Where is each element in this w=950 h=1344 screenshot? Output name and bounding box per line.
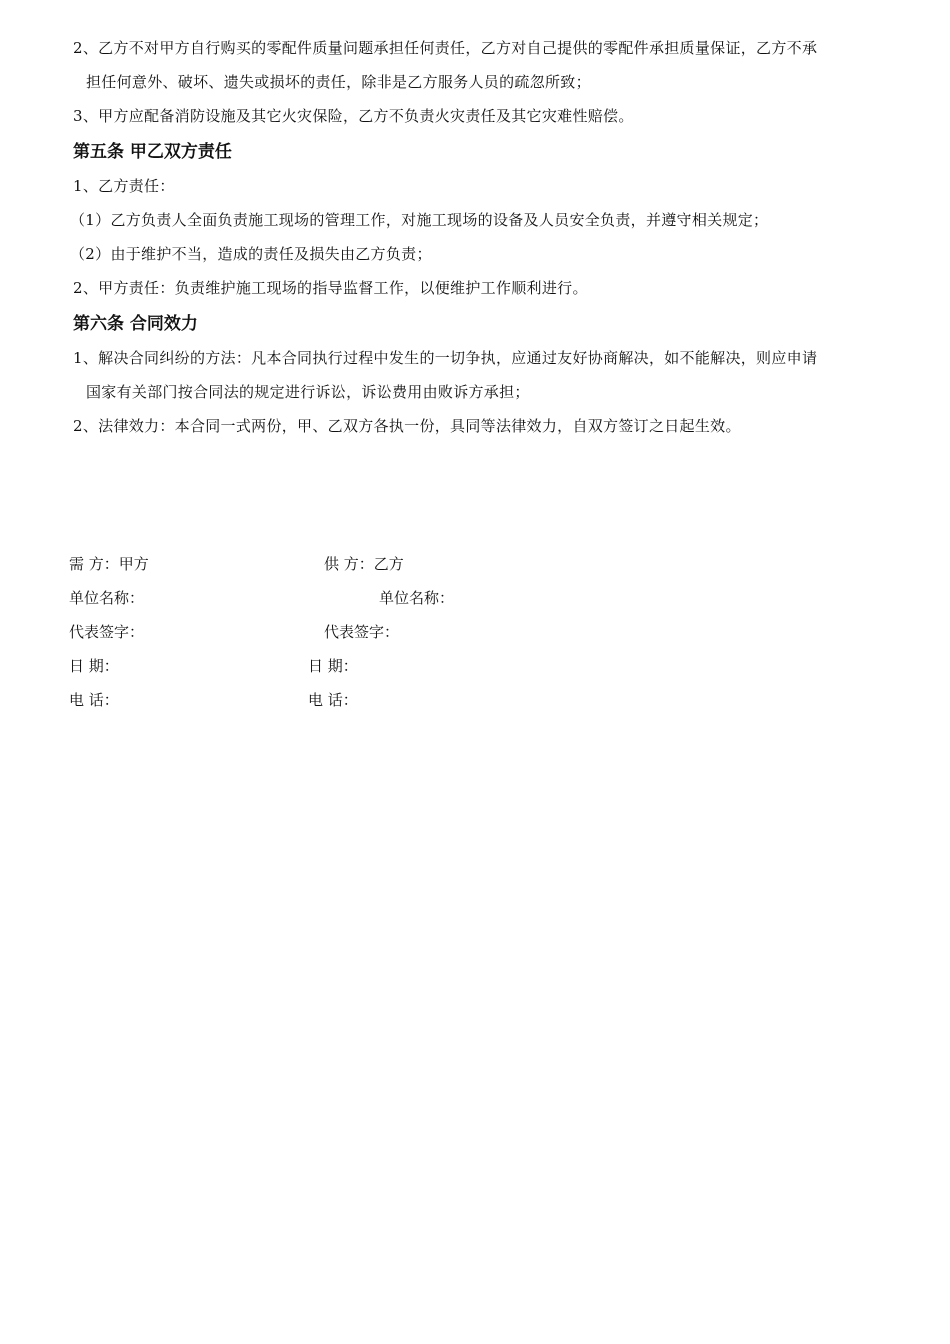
- article4-item2-line2: 担任何意外、破坏、遗失或损坏的责任，除非是乙方服务人员的疏忽所致；: [86, 73, 591, 91]
- article4-item2-line1: 2、乙方不对甲方自行购买的零配件质量问题承担任何责任，乙方对自己提供的零配件承担质量保证，乙方不承: [73, 39, 818, 57]
- article6-item2: 2、法律效力：本合同一式两份，甲、乙双方各执一份，具同等法律效力，自双方签订之日起生效。: [73, 417, 741, 435]
- article5-item1-sub1: （1）乙方负责人全面负责施工现场的管理工作，对施工现场的设备及人员安全负责，并遵守相关规定；: [70, 211, 769, 229]
- article4-item3: 3、甲方应配备消防设施及其它火灾保险，乙方不负责火灾责任及其它灾难性赔偿。: [73, 107, 634, 125]
- buyer-party: 需 方：甲方: [69, 555, 149, 573]
- supplier-unit-name: 单位名称：: [379, 589, 455, 607]
- article5-item2: 2、甲方责任：负责维护施工现场的指导监督工作，以便维护工作顺利进行。: [73, 279, 588, 297]
- article5-item1-sub2: （2）由于维护不当，造成的责任及损失由乙方负责；: [70, 245, 432, 263]
- buyer-unit-name: 单位名称：: [69, 589, 145, 607]
- article6-item1-line1: 1、解决合同纠纷的方法：凡本合同执行过程中发生的一切争执，应通过友好协商解决，如不能解决，则应申请: [73, 349, 818, 367]
- article5-item1: 1、乙方责任：: [73, 177, 175, 195]
- supplier-phone: 电 话：: [308, 691, 358, 709]
- article6-heading: 第六条 合同效力: [73, 314, 198, 334]
- buyer-phone: 电 话：: [69, 691, 119, 709]
- buyer-representative-signature: 代表签字：: [69, 623, 145, 641]
- buyer-date: 日 期：: [69, 657, 119, 675]
- supplier-date: 日 期：: [308, 657, 358, 675]
- article6-item1-line2: 国家有关部门按合同法的规定进行诉讼，诉讼费用由败诉方承担；: [86, 383, 530, 401]
- article5-heading: 第五条 甲乙双方责任: [73, 142, 232, 162]
- supplier-representative-signature: 代表签字：: [324, 623, 400, 641]
- supplier-party: 供 方：乙方: [324, 555, 404, 573]
